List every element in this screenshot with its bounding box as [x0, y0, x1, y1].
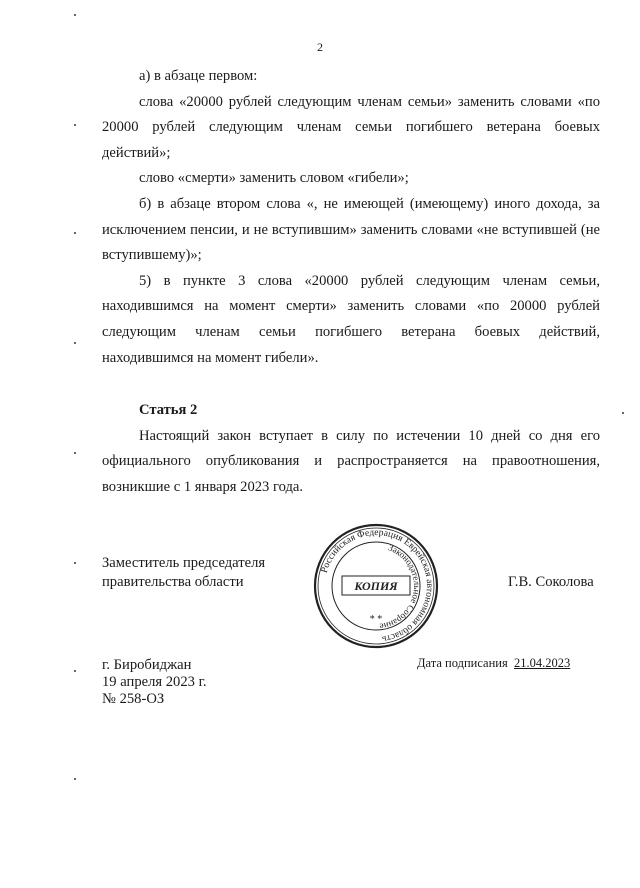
page-number: 2	[317, 40, 323, 54]
paragraph-b: б) в абзаце втором слова «, не имеющей (имеющему) иного дохода, за исключением пенсии, и не вступившим» заменить словами «не вступившей (не вступившему)»;	[102, 195, 600, 264]
paragraph-5: 5) в пункте 3 слова «20000 рублей следующим членам семьи, находившимся на момент смерти» заменить словами «по 20000 рублей следующим членам семьи погибшего ветерана боевых действий, находившимся на момент гибели».	[102, 272, 600, 366]
paragraph-a: а) в абзаце первом:	[139, 68, 258, 84]
law-date: 19 апреля 2023 г.	[102, 674, 207, 690]
signatory-position-line1: Заместитель председателя	[102, 555, 266, 571]
paragraph-word-death: слово «смерти» заменить словом «гибели»;	[139, 170, 409, 187]
seal-stars: * *	[369, 614, 383, 625]
official-seal-stamp	[312, 522, 440, 650]
signer-name: Г.В. Соколова	[508, 574, 594, 590]
seal-inner-text: Законодательное Собрание	[379, 542, 423, 632]
scan-mark	[74, 562, 76, 564]
scan-mark	[74, 778, 76, 780]
scan-mark	[74, 232, 76, 234]
scan-mark	[74, 342, 76, 344]
law-number: № 258-ОЗ	[102, 691, 165, 707]
paragraph-words-replace: слова «20000 рублей следующим членам семьи» заменить словами «по 20000 рублей следующим членам семьи погибшего ветерана боевых действий»;	[102, 93, 600, 161]
article-text: Настоящий закон вступает в силу по истечении 10 дней со дня его официального опубликования и распространяется на правоотношения, возникшие с 1 января 2023 года.	[102, 427, 600, 495]
article-heading: Статья 2	[139, 402, 198, 419]
seal-copy-label: КОПИЯ	[354, 579, 398, 593]
signing-date-value: 21.04.2023	[514, 656, 571, 670]
seal-outer-text: Российская Федерация Еврейская автономная область	[318, 526, 436, 645]
signing-date-label: Дата подписания	[417, 656, 508, 670]
scan-mark	[74, 14, 76, 16]
law-text	[102, 64, 600, 501]
signing-date	[417, 656, 570, 671]
signatory-position	[102, 554, 265, 592]
city: г. Биробиджан	[102, 657, 192, 673]
scan-mark	[74, 124, 76, 126]
scan-mark	[622, 412, 624, 414]
signatory-position-line2: правительства области	[102, 574, 244, 590]
law-place-date-number	[102, 657, 207, 708]
scan-mark	[74, 670, 76, 672]
scan-mark	[74, 452, 76, 454]
